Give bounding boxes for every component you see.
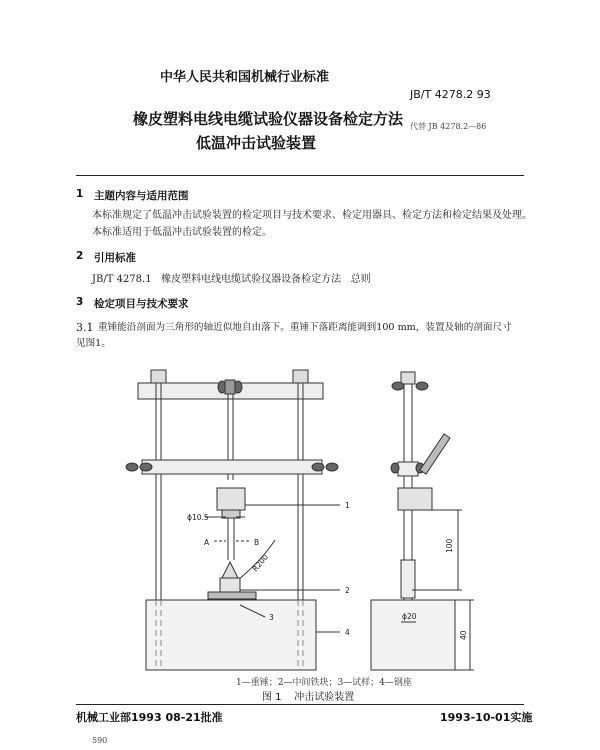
label-r200: R200 xyxy=(250,552,271,574)
footer-rule xyxy=(76,704,524,705)
label-dim-100: 100 xyxy=(445,538,454,553)
section-1-paragraph: 本标准适用于低温冲击试验装置的检定。 xyxy=(92,227,272,238)
label-d20: ϕ20 xyxy=(402,612,417,621)
hammer-weight xyxy=(217,488,245,510)
left-guide-rod xyxy=(151,370,166,600)
standard-code: JB/T 4278.2 93 xyxy=(410,88,491,101)
replaces-note: 代替 JB 4278.2—86 xyxy=(410,122,487,131)
middle-left-wing-nut xyxy=(126,463,152,471)
middle-right-wing-nut xyxy=(312,463,338,471)
label-callout-1: 1 xyxy=(345,501,350,510)
effective-date: 1993-10-01实施 xyxy=(440,711,533,724)
label-d10-5: ϕ10.5 xyxy=(187,513,209,522)
section-1-number: 1 xyxy=(76,188,84,200)
steel-base xyxy=(146,600,316,670)
label-dim-40: 40 xyxy=(459,630,468,640)
figure-legend: 1—重锤；2—中间铁块；3—试样；4—钢座 xyxy=(236,678,412,688)
page-number: 590 xyxy=(92,736,108,745)
document-subtitle: 低温冲击试验装置 xyxy=(196,134,317,152)
clause-3-1-number: 3.1 xyxy=(76,321,94,334)
clause-3-1-text: 重锤能沿剖面为三角形的轴近似地自由落下。重锤下落距离能调到100 mm，装置及轴的剖面尺寸 xyxy=(98,322,512,333)
issuing-body: 中华人民共和国机械行业标准 xyxy=(160,70,330,85)
document-title: 橡皮塑料电线电缆试验仪器设备检定方法 xyxy=(133,110,404,128)
reference-standard: JB/T 4278.1 橡皮塑料电线电缆试验仪器设备检定方法 总则 xyxy=(92,274,371,285)
section-2-title: 引用标准 xyxy=(94,252,136,264)
section-1-paragraph: 本标准规定了低温冲击试验装置的检定项目与技术要求、检定用器具、检定方法和检定结果及处理。 xyxy=(92,210,532,221)
section-3-title: 检定项目与技术要求 xyxy=(94,298,189,310)
section-2-number: 2 xyxy=(76,250,84,262)
label-callout-3: 3 xyxy=(269,613,274,622)
clause-3-1-text-continued: 见图1。 xyxy=(76,338,111,349)
label-section-a: A xyxy=(204,538,210,547)
section-3-number: 3 xyxy=(76,296,84,308)
label-callout-2: 2 xyxy=(345,586,350,595)
label-section-b: B xyxy=(254,538,260,547)
release-handle xyxy=(420,434,450,474)
test-specimen xyxy=(208,592,256,599)
section-1-title: 主题内容与适用范围 xyxy=(94,190,189,202)
intermediate-block xyxy=(220,578,240,592)
approval-note: 机械工业部1993 08-21批准 xyxy=(76,711,223,724)
label-callout-4: 4 xyxy=(345,628,350,637)
right-guide-rod xyxy=(293,370,308,600)
middle-crossbar xyxy=(142,460,322,474)
figure-caption: 图 1 冲击试验装置 xyxy=(262,692,355,703)
top-wing-nut xyxy=(218,380,242,394)
side-view xyxy=(371,372,474,670)
striker-tip xyxy=(222,562,238,578)
